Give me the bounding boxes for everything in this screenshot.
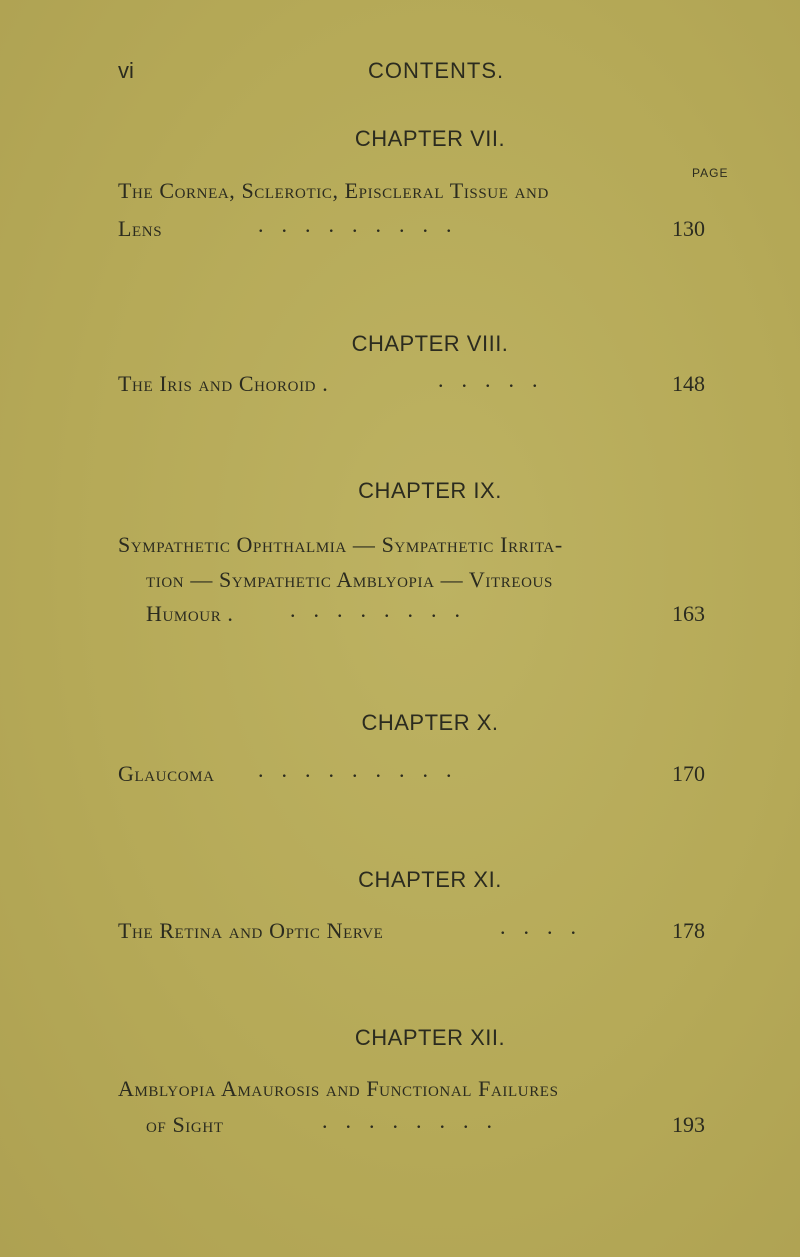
chapter-title-line: The Retina and Optic Nerve (118, 918, 384, 943)
chapter-title-line: Glaucoma (118, 761, 215, 786)
chapter-title-line: Lens (118, 216, 163, 241)
dot-leader: ......... (258, 757, 470, 782)
chapter-heading: CHAPTER VIII. (351, 331, 509, 356)
dot-leader: ........ (322, 1108, 510, 1133)
dot-leader: ......... (258, 212, 470, 237)
chapter-title-line: tion — Sympathetic Amblyopia — Vitreous (146, 567, 553, 592)
chapter-title-line: The Cornea, Sclerotic, Episcleral Tissue and (118, 178, 549, 203)
page-number: 178 (672, 918, 705, 943)
chapter-title-line: The Iris and Choroid . (118, 371, 329, 396)
chapter-heading: CHAPTER XII. (354, 1025, 506, 1050)
chapter-heading: CHAPTER X. (361, 710, 499, 735)
chapter-heading: CHAPTER IX. (358, 478, 502, 503)
page-number: 170 (672, 761, 705, 786)
page-number: 148 (672, 371, 705, 396)
chapter-heading: CHAPTER XI. (358, 867, 502, 892)
dot-leader: ..... (438, 367, 556, 392)
chapter-title-line: of Sight (146, 1112, 224, 1137)
dot-leader: ........ (290, 597, 478, 622)
page-folio: vi (118, 58, 134, 83)
chapter-title-line: Amblyopia Amaurosis and Functional Failures (118, 1076, 559, 1101)
running-title: CONTENTS. (368, 58, 505, 83)
chapter-heading: CHAPTER VII. (354, 126, 506, 151)
page-number: 130 (672, 216, 705, 241)
dot-leader: .... (500, 914, 594, 939)
chapter-title-line: Humour . (146, 601, 234, 626)
page-column-label: PAGE (692, 166, 729, 180)
page-number: 163 (672, 601, 705, 626)
running-head (118, 58, 548, 90)
page-number: 193 (672, 1112, 705, 1137)
chapter-title-line: Sympathetic Ophthalmia — Sympathetic Irrita- (118, 532, 563, 557)
